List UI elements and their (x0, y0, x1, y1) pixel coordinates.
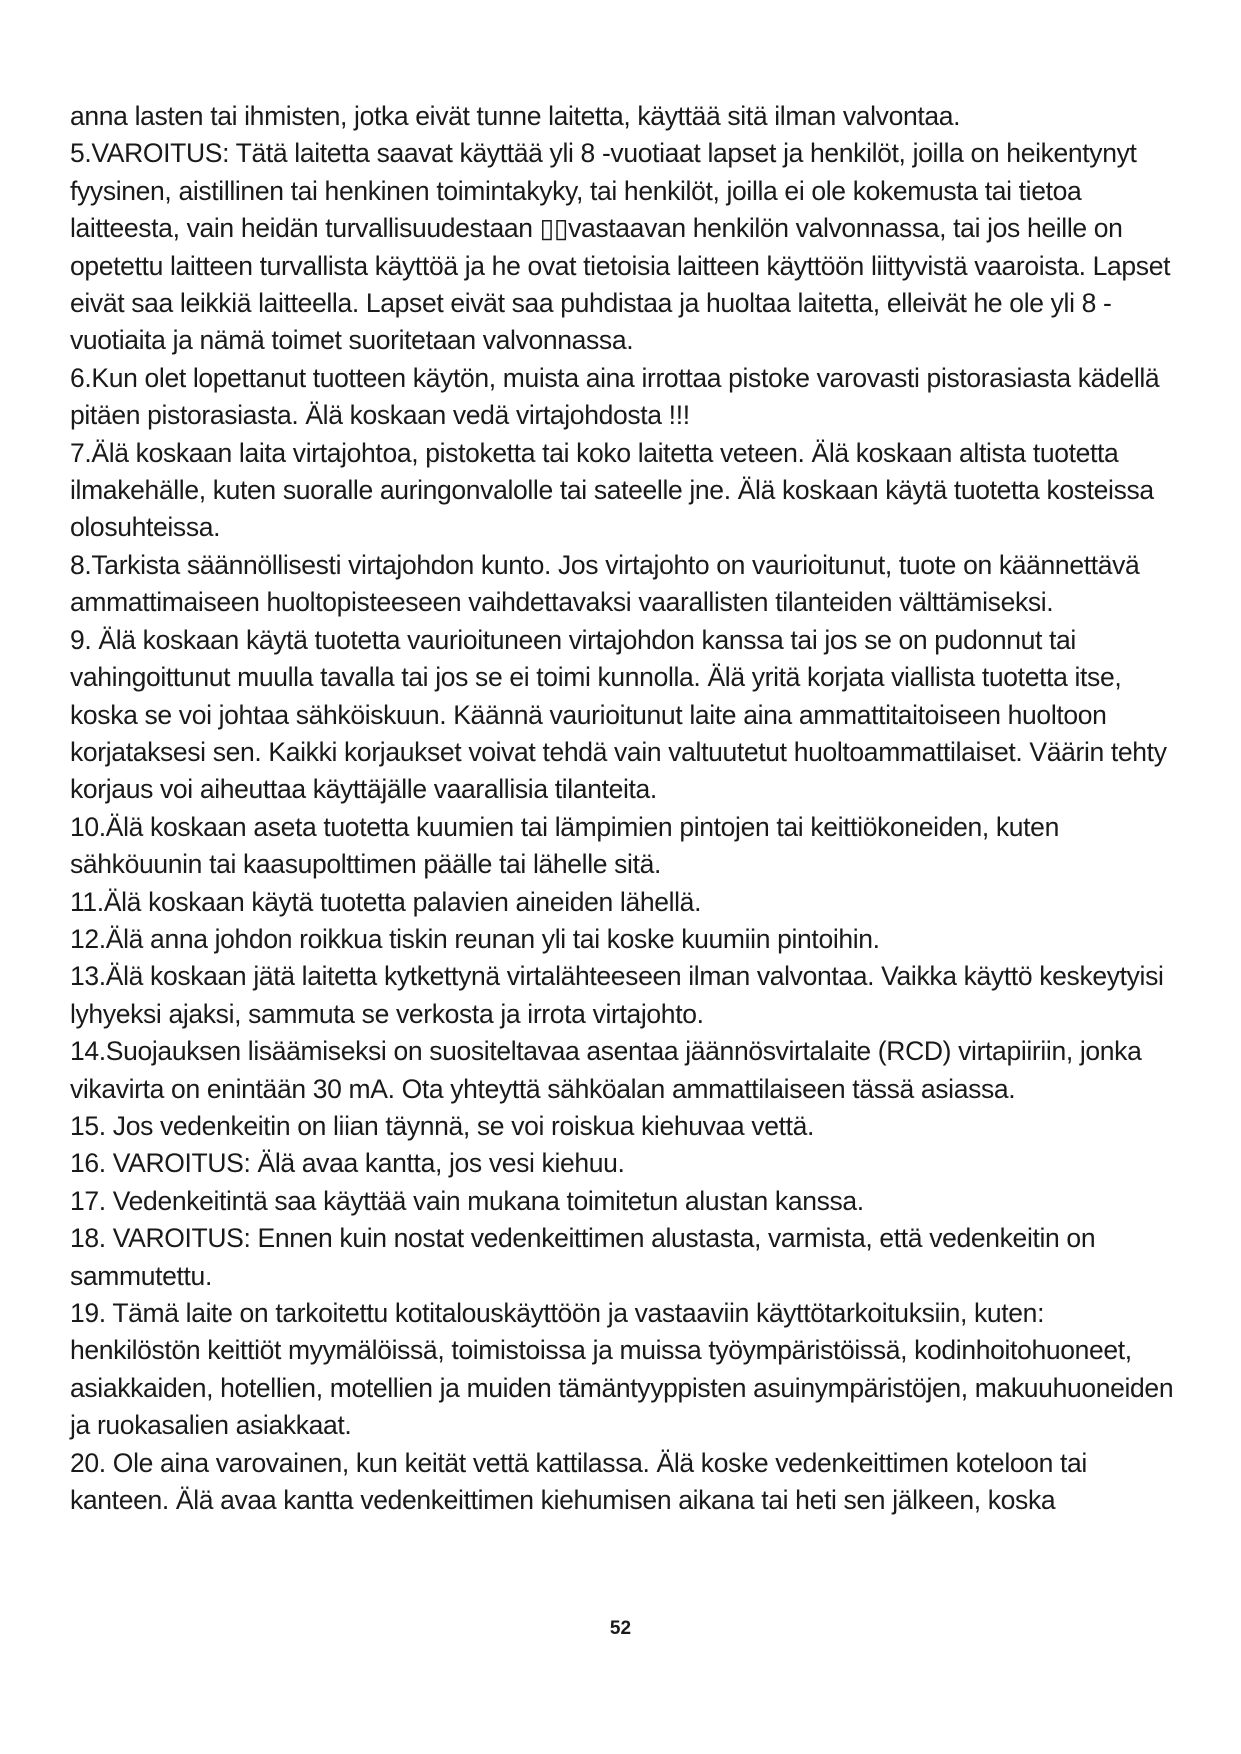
paragraph-item-16: 16. VAROITUS: Älä avaa kantta, jos vesi kiehuu. (70, 1148, 625, 1179)
paragraph-item-9: 9. Älä koskaan käytä tuotetta vaurioituneen virtajohdon kanssa tai jos se on pudonnut tai vahingoittunut muulla tavalla tai jos se ei toimi kunnolla. Älä yritä korjata viallista tuotetta itse, koska se voi johtaa sähköiskuun. Käännä vaurioitunut laite aina ammattitaitoiseen huoltoon korjataksesi sen. Kaikki korjaukset voivat tehdä vain valtuutetut huoltoammattilaiset. Väärin tehty korjaus voi aiheuttaa käyttäjälle vaarallisia tilanteita. (70, 624, 1167, 805)
page-number: 52 (609, 1618, 632, 1639)
paragraph-item-12: 12.Älä anna johdon roikkua tiskin reunan yli tai koske kuumiin pintoihin. (70, 923, 880, 954)
paragraph-item-19: 19. Tämä laite on tarkoitettu kotitalouskäyttöön ja vastaaviin käyttötarkoituksiin, kuten: henkilöstön keittiöt myymälöissä, toimistoissa ja muissa työympäristöissä, kodinhoitohuoneet, asiakkaiden, hotellien, motellien ja muiden tämäntyyppisten asuinympäristöjen, makuuhuoneiden ja ruokasalien asiakkaat. (70, 1298, 1174, 1441)
paragraph-item-15: 15. Jos vedenkeitin on liian täynnä, se voi roiskua kiehuvaa vettä. (70, 1110, 815, 1141)
paragraph-item-20: 20. Ole aina varovainen, kun keität vettä kattilassa. Älä koske vedenkeittimen koteloon tai kanteen. Älä avaa kantta vedenkeittimen kiehumisen aikana tai heti sen jälkeen, koska (70, 1447, 1087, 1516)
paragraph-item-14: 14.Suojauksen lisäämiseksi on suositeltavaa asentaa jäännösvirtalaite (RCD) virtapiiriin, jonka vikavirta on enintään 30 mA. Ota yhteyttä sähköalan ammattilaiseen tässä asiassa. (70, 1036, 1142, 1104)
paragraph-item-17: 17. Vedenkeitintä saa käyttää vain mukana toimitetun alustan kanssa. (70, 1185, 864, 1216)
paragraph-item-5: 5.VAROITUS: Tätä laitetta saavat käyttää yli 8 -vuotiaat lapset ja henkilöt, joilla on heikentynyt fyysinen, aistillinen tai henkinen toimintakyky, tai henkilöt, joilla ei ole kokemusta tai tietoa laitteesta, vain heidän turvallisuudestaan ▯▯vastaavan henkilön valvonnassa, tai jos heille on opetettu laitteen turvallista käyttöä ja he ovat tietoisia laitteen käyttöön liittyvistä vaaroista. Lapset eivät saa leikkiä laitteella. Lapset eivät saa puhdistaa ja huoltaa laitetta, elleivät he ole yli 8 -vuotiaita ja nämä toimet suoritetaan valvonnassa. (70, 138, 1171, 356)
paragraph-continuation: anna lasten tai ihmisten, jotka eivät tunne laitetta, käyttää sitä ilman valvontaa. (70, 101, 961, 131)
paragraph-item-13: 13.Älä koskaan jätä laitetta kytkettynä virtalähteeseen ilman valvontaa. Vaikka käyttö keskeytyisi lyhyeksi ajaksi, sammuta se verkosta ja irrota virtajohto. (70, 961, 1164, 1029)
paragraph-item-8: 8.Tarkista säännöllisesti virtajohdon kunto. Jos virtajohto on vaurioitunut, tuote on käännettävä ammattimaiseen huoltopisteeseen vaihdettavaksi vaarallisten tilanteiden välttämiseksi. (70, 549, 1140, 618)
paragraph-item-18: 18. VAROITUS: Ennen kuin nostat vedenkeittimen alustasta, varmista, että vedenkeitin on sammutettu. (70, 1223, 1096, 1291)
paragraph-item-7: 7.Älä koskaan laita virtajohtoa, pistoketta tai koko laitetta veteen. Älä koskaan altista tuotetta ilmakehälle, kuten suoralle auringonvalolle tai sateelle jne. Älä koskaan käytä tuotetta kosteissa olosuhteissa. (70, 437, 1154, 543)
paragraph-item-6: 6.Kun olet lopettanut tuotteen käytön, muista aina irrottaa pistoke varovasti pistorasiasta kädellä pitäen pistorasiasta. Älä koskaan vedä virtajohdosta !!! (70, 362, 1160, 431)
paragraph-item-11: 11.Älä koskaan käytä tuotetta palavien aineiden lähellä. (70, 886, 702, 917)
document-body (70, 98, 1180, 1519)
paragraph-item-10: 10.Älä koskaan aseta tuotetta kuumien tai lämpimien pintojen tai keittiökoneiden, kuten sähköuunin tai kaasupolttimen päälle tai lähelle sitä. (70, 811, 1059, 880)
